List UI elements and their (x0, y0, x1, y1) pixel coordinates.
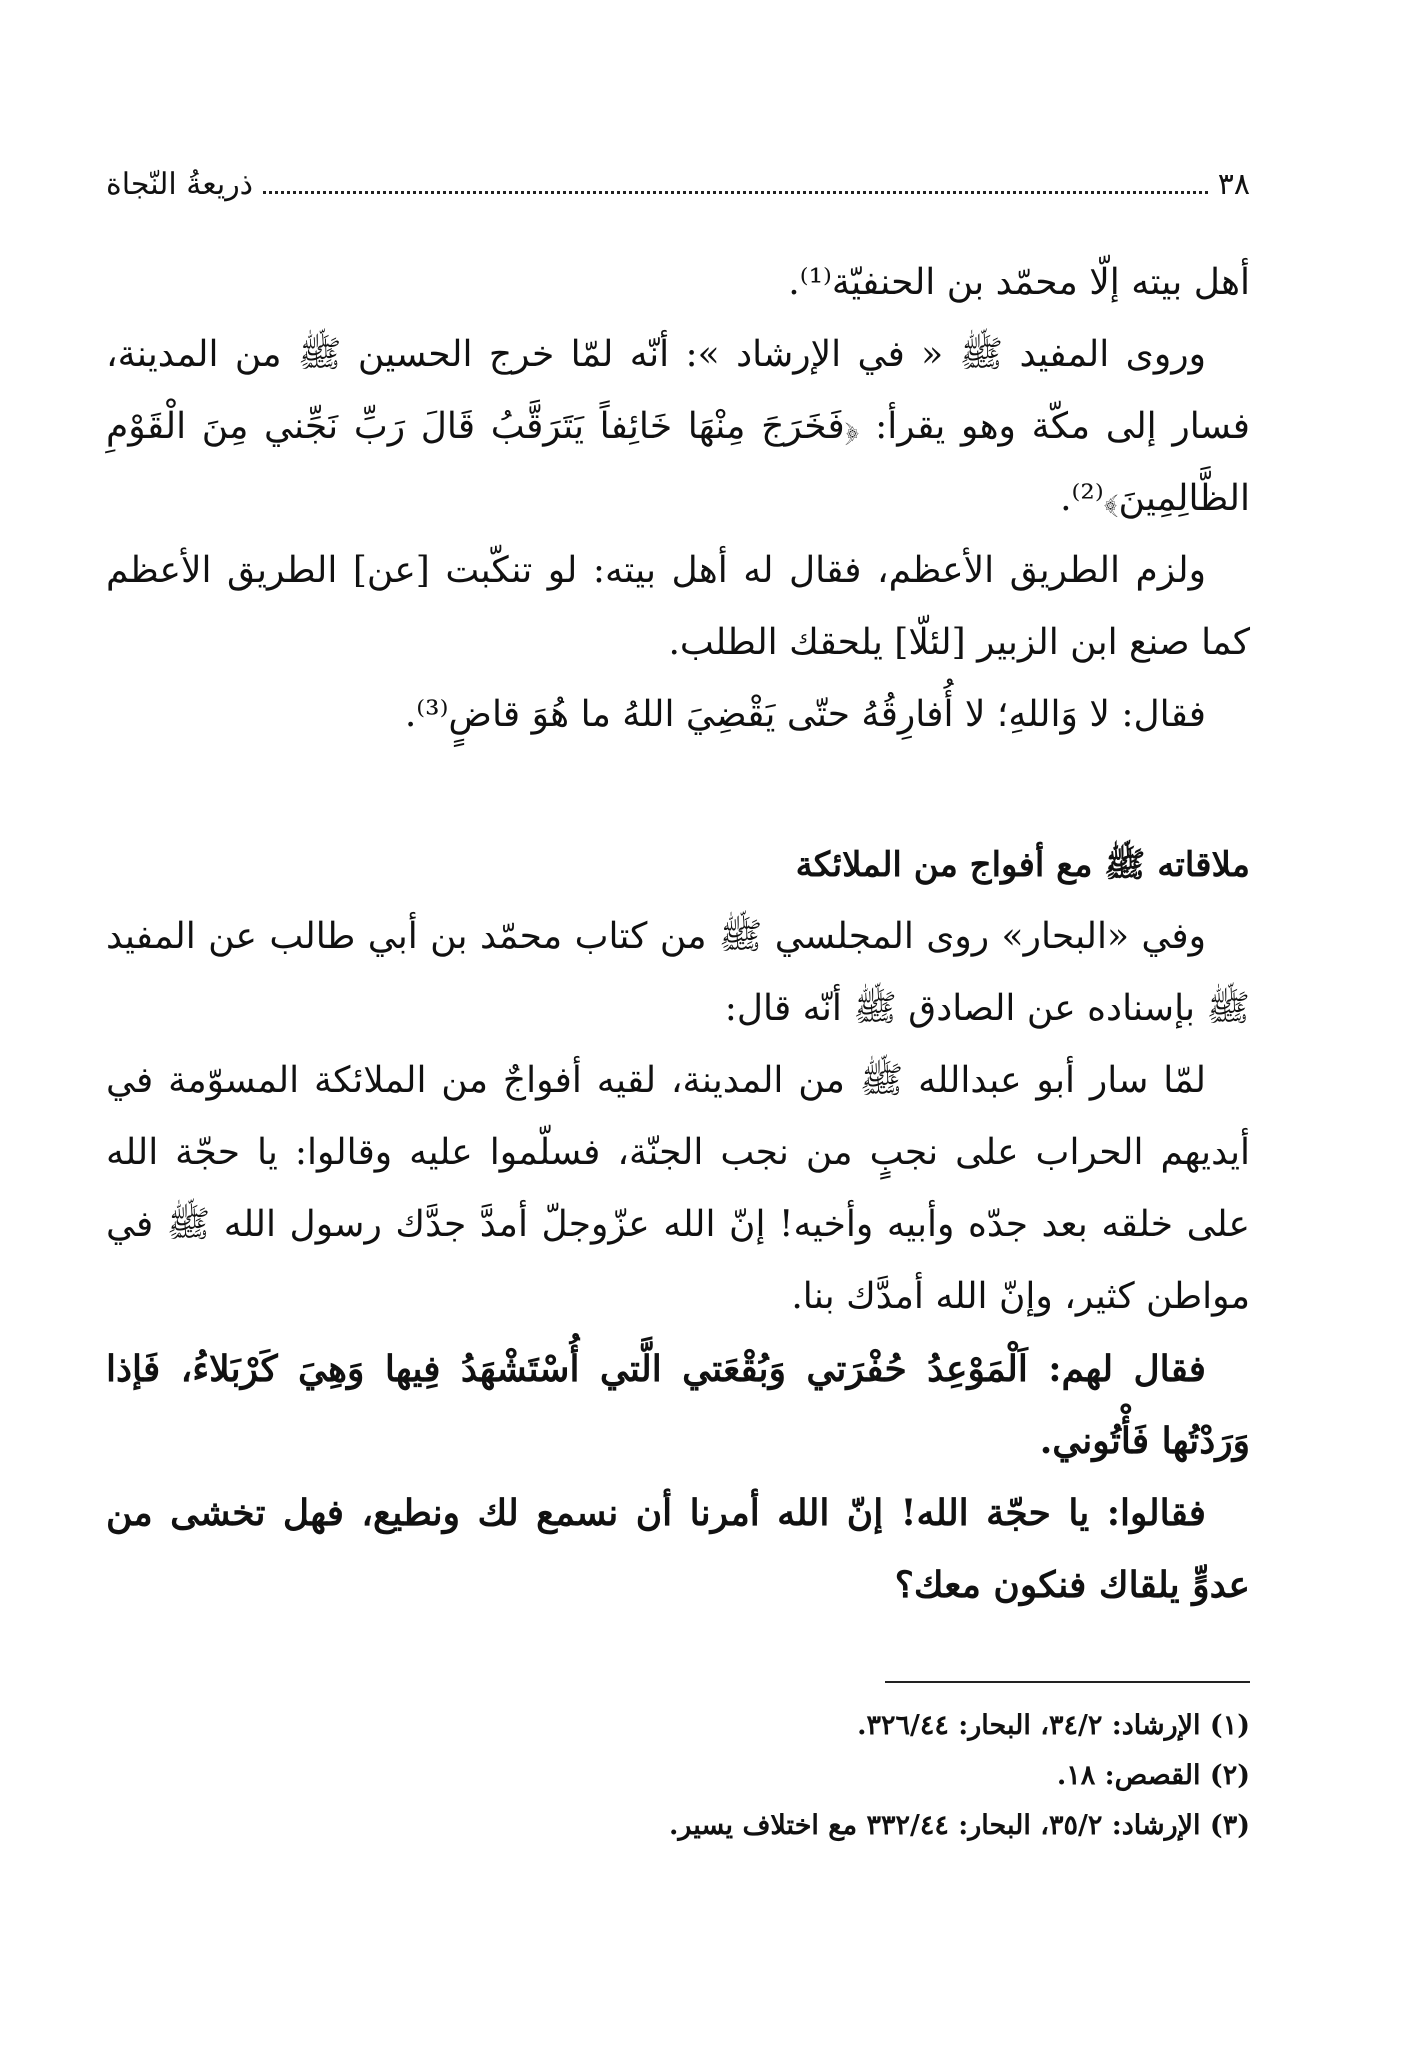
paragraph-6: لمّا سار أبو عبدالله ﷺ من المدينة، لقيه أفواجٌ من الملائكة المسوّمة في أيديهم الحراب على نجبٍ من نجب الجنّة، فسلّموا عليه وقالوا: يا حجّة الله على خلقه بعد جدّه وأبيه وأخيه! إنّ الله عزّوجلّ أمدَّ جدَّك رسول الله ﷺ في مواطن كثير، وإنّ الله أمدَّك بنا. (106, 1060, 1250, 1317)
running-header (106, 165, 1250, 205)
paragraph-5: وفي «البحار» روى المجلسي ﷺ من كتاب محمّد بن أبي طالب عن المفيد ﷺ بإسناده عن الصادق ﷺ أنّه قال: (106, 916, 1250, 1029)
section-title: ملاقاته ﷺ مع أفواج من الملائكة (795, 845, 1250, 885)
paragraph-2: وروى المفيد ﷺ « في الإرشاد »: أنّه لمّا خرج الحسين ﷺ من المدينة، فسار إلى مكّة وهو يقرأ: ﴿فَخَرَجَ مِنْهَا خَائِفاً يَتَرَقَّبُ قَالَ رَبِّ نَجِّني مِنَ الْقَوْمِ الظَّالِمِينَ﴾⁽²⁾. (106, 334, 1250, 519)
footnote-2: (٢) القصص: ١٨. (1056, 1760, 1250, 1791)
page-number: ٣٨ (1217, 167, 1250, 202)
header-dot-leader (263, 167, 1208, 194)
footnotes (106, 1701, 1250, 1851)
footnote-separator (885, 1681, 1250, 1683)
paragraph-1: أهل بيته إلّا محمّد بن الحنفيّة⁽¹⁾. (788, 262, 1250, 303)
book-title: ذريعةُ النّجاة (106, 167, 254, 202)
footnote-1: (١) الإرشاد: ٣٤/٢، البحار: ٣٢٦/٤٤. (857, 1710, 1250, 1741)
footnote-3: (٣) الإرشاد: ٣٥/٢، البحار: ٣٣٢/٤٤ مع اختلاف يسير. (669, 1810, 1250, 1841)
paragraph-3: ولزم الطريق الأعظم، فقال له أهل بيته: لو تنكّبت [عن] الطريق الأعظم كما صنع ابن الزبير [لئلّا] يلحقك الطلب. (106, 550, 1250, 663)
paragraph-4: فقال: لا وَاللهِ؛ لا أُفارِقُهُ حتّى يَقْضِيَ اللهُ ما هُوَ قاضٍ⁽³⁾. (404, 694, 1206, 735)
paragraph-7: فقال لهم: اَلْمَوْعِدُ حُفْرَتي وَبُقْعَتي الَّتي أُسْتَشْهَدُ فِيها وَهِيَ كَرْبَلاءُ، فَإذا وَرَدْتُها فَأْتُوني. (106, 1348, 1250, 1462)
paragraph-8: فقالوا: يا حجّة الله! إنّ الله أمرنا أن نسمع لك ونطيع، فهل تخشى من عدوٍّ يلقاك فنكون معك؟ (106, 1492, 1250, 1606)
